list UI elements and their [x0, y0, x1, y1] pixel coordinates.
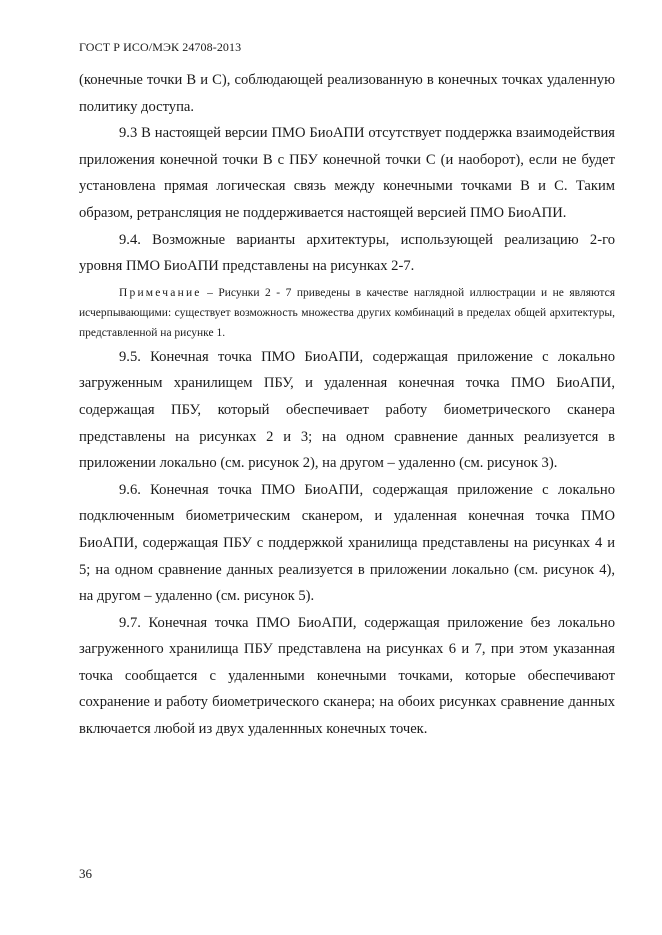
document-body: [79, 67, 615, 743]
paragraph-9-6: 9.6. Конечная точка ПМО БиоАПИ, содержащая приложение с локально подключенным биометрическим сканером, и удаленная конечная точка ПМО БиоАПИ, содержащая ПБУ с поддержкой хранилища представлены на рисунках 4 и 5; на одном сравнение данных реализуется в приложении локально (см. рисунок 4), на другом – удаленно (см. рисунок 5).: [79, 481, 615, 605]
paragraph-9-4: 9.4. Возможные варианты архитектуры, использующей реализацию 2-го уровня ПМО БиоАПИ представлены на рисунках 2-7.: [79, 231, 615, 275]
page-number: 36: [79, 866, 92, 881]
note-label: Примечание: [119, 286, 202, 299]
document-header: ГОСТ Р ИСО/МЭК 24708-2013: [79, 40, 242, 54]
paragraph-9-7: 9.7. Конечная точка ПМО БиоАПИ, содержащая приложение без локально загруженного хранилища ПБУ представлена на рисунках 6 и 7, при этом указанная точка сообщается с удаленными конечными точками, которые обеспечивают сохранение и работу биометрического сканера; на обоих рисунках сравнение данных включается любой из двух удаленнных конечных точек.: [79, 614, 615, 738]
paragraph-9-5: 9.5. Конечная точка ПМО БиоАПИ, содержащая приложение с локально загруженным хранилищем ПБУ, и удаленная конечная точка ПМО БиоАПИ, содержащая ПБУ, который обеспечивает работу биометрического сканера представлены на рисунках 2 и 3; на одном сравнение данных реализуется в приложении локально (см. рисунок 2), на другом – удаленно (см. рисунок 3).: [79, 348, 615, 472]
note-text: – Рисунки 2 - 7 приведены в качестве наглядной иллюстрации и не являются исчерпывающими: существует возможность множества других комбинаций в пределах общей архитектуры, представленной на рисунке 1.: [79, 286, 615, 339]
paragraph-continuation: (конечные точки В и С), соблюдающей реализованную в конечных точках удаленную политику доступа.: [79, 72, 615, 115]
note: [79, 283, 615, 343]
paragraph-9-3: 9.3 В настоящей версии ПМО БиоАПИ отсутствует поддержка взаимодействия приложения конечной точки В с ПБУ конечной точки С (и наоборот), если не будет установлена прямая логическая связь между конечными точками В и С. Таким образом, ретрансляция не поддерживается настоящей версией ПМО БиоАПИ.: [79, 125, 615, 221]
